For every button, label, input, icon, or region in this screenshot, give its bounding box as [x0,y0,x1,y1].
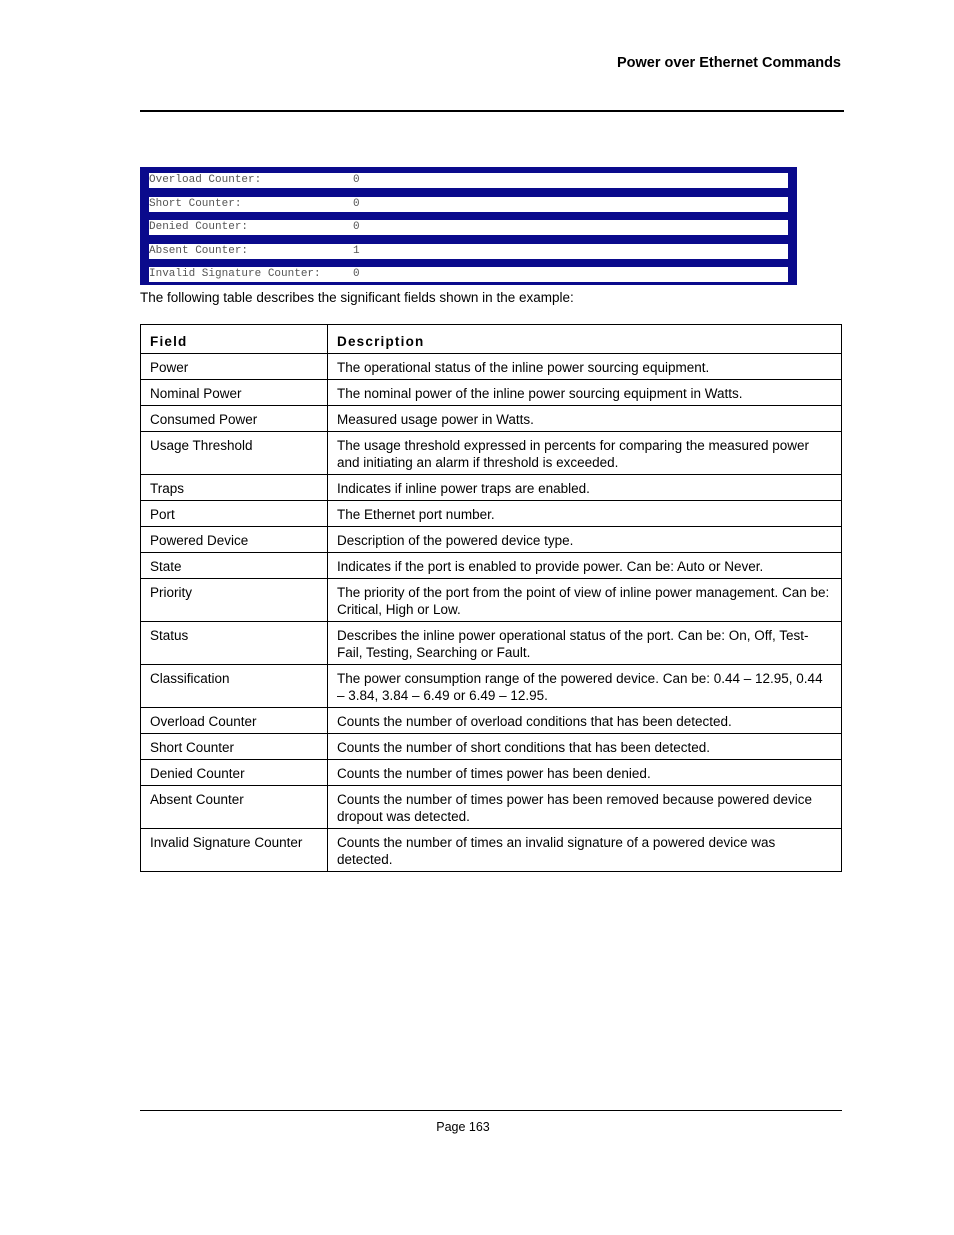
field-name-cell: Status [141,622,328,665]
page-number: Page 163 [436,1120,490,1134]
page-header-title: Power over Ethernet Commands [617,55,841,71]
field-description-cell: Counts the number of times power has been denied. [328,760,842,786]
table-row [141,760,842,786]
field-name-cell: Priority [141,579,328,622]
table-row [141,432,842,475]
column-header-description: Description [328,325,842,354]
field-description-cell: Measured usage power in Watts. [328,406,842,432]
code-line [149,173,788,188]
table-row [141,406,842,432]
field-name-cell: State [141,553,328,579]
code-line-label: Absent Counter: [149,245,249,257]
field-name-cell: Classification [141,665,328,708]
field-description-cell: The nominal power of the inline power sourcing equipment in Watts. [328,380,842,406]
field-description-cell: The usage threshold expressed in percents for comparing the measured power and initiating an alarm if threshold is exceeded. [328,432,842,475]
field-description-cell: Indicates if inline power traps are enabled. [328,475,842,501]
code-line-value: 0 [353,174,360,186]
field-description-cell: The priority of the port from the point of view of inline power management. Can be: Critical, High or Low. [328,579,842,622]
code-line-label: Short Counter: [149,198,242,210]
field-description-cell: Counts the number of times an invalid signature of a powered device was detected. [328,829,842,872]
table-row [141,708,842,734]
table-row [141,501,842,527]
field-name-cell: Usage Threshold [141,432,328,475]
field-description-cell: Describes the inline power operational status of the port. Can be: On, Off, Test-Fail, Testing, Searching or Fault. [328,622,842,665]
field-name-cell: Overload Counter [141,708,328,734]
field-description-cell: The Ethernet port number. [328,501,842,527]
code-line [149,220,788,235]
code-line-label: Invalid Signature Counter: [149,268,321,280]
table-row [141,579,842,622]
code-line-value: 0 [353,221,360,233]
table-row [141,380,842,406]
field-name-cell: Powered Device [141,527,328,553]
table-row [141,622,842,665]
table-row [141,665,842,708]
code-line-label: Denied Counter: [149,221,249,233]
field-description-cell: Description of the powered device type. [328,527,842,553]
table-row [141,786,842,829]
field-description-cell: The power consumption range of the powered device. Can be: 0.44 – 12.95, 0.44 – 3.84, 3.84 – 6.49 or 6.49 – 12.95. [328,665,842,708]
intro-paragraph: The following table describes the significant fields shown in the example: [140,290,574,305]
field-name-cell: Consumed Power [141,406,328,432]
field-description-cell: Counts the number of times power has been removed because powered device dropout was detected. [328,786,842,829]
field-description-cell: Counts the number of short conditions that has been detected. [328,734,842,760]
field-name-cell: Power [141,354,328,380]
table-row [141,553,842,579]
footer-divider [140,1110,842,1111]
field-name-cell: Short Counter [141,734,328,760]
code-line-label: Overload Counter: [149,174,262,186]
code-line-value: 0 [353,198,360,210]
field-description-cell: The operational status of the inline power sourcing equipment. [328,354,842,380]
field-name-cell: Absent Counter [141,786,328,829]
field-description-cell: Indicates if the port is enabled to provide power. Can be: Auto or Never. [328,553,842,579]
table-row [141,354,842,380]
code-line [149,267,788,282]
table-row [141,527,842,553]
code-line [149,197,788,212]
column-header-field: Field [141,325,328,354]
field-name-cell: Port [141,501,328,527]
code-line-value: 1 [353,245,360,257]
code-line-value: 0 [353,268,360,280]
table-row [141,829,842,872]
table-row [141,475,842,501]
field-name-cell: Invalid Signature Counter [141,829,328,872]
field-description-cell: Counts the number of overload conditions that has been detected. [328,708,842,734]
code-example-block [140,167,797,285]
table-row [141,734,842,760]
code-line [149,244,788,259]
field-description-table [140,324,842,872]
table-header-row [141,325,842,354]
field-name-cell: Nominal Power [141,380,328,406]
field-name-cell: Traps [141,475,328,501]
field-name-cell: Denied Counter [141,760,328,786]
header-divider [140,110,844,112]
